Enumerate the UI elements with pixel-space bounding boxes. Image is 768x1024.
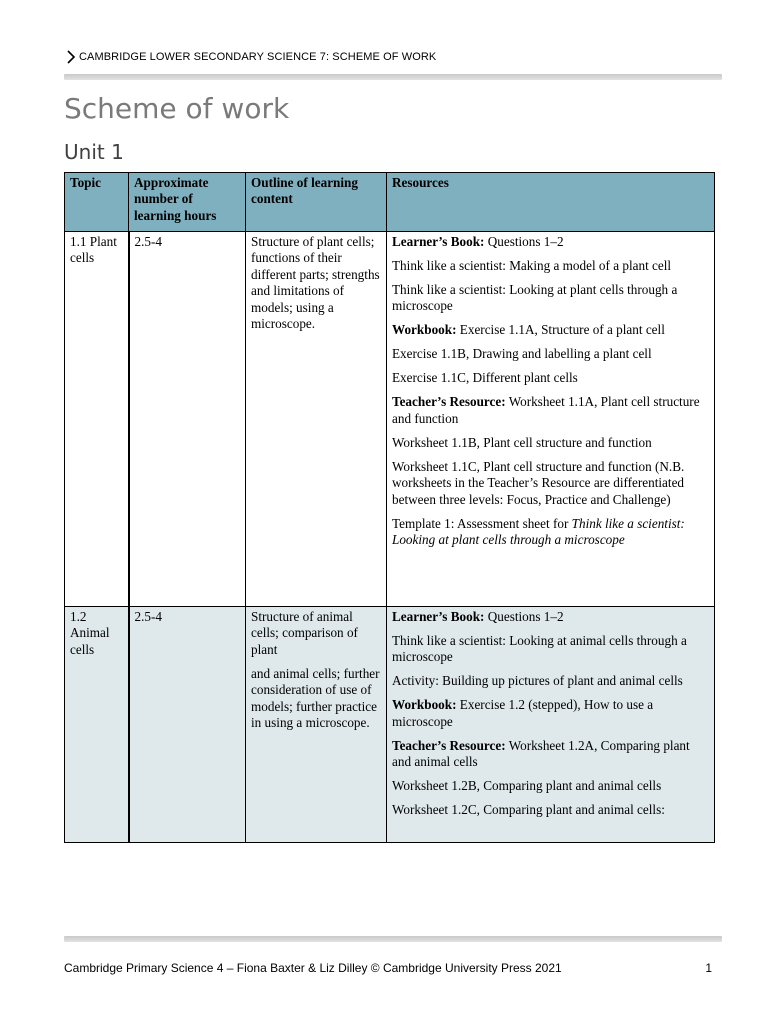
resource-text: Activity: Building up pictures of plant and animal cells: [392, 673, 683, 689]
resource-text: Think like a scientist: Looking at plant cells through a microscope: [392, 282, 678, 314]
header-hours: Approximate number of learning hours: [129, 173, 246, 232]
header-divider: [64, 74, 722, 80]
resource-text: Questions 1–2: [484, 234, 564, 249]
resource-text: Exercise 1.1A, Structure of a plant cell: [456, 322, 665, 338]
resource-source: Workbook:: [392, 697, 457, 713]
resource-source: Workbook:: [392, 322, 457, 338]
topic-cell: 1.2 Animal cells: [65, 607, 129, 843]
resource-source: Teacher’s Resource:: [392, 394, 506, 410]
page-title: Scheme of work: [64, 92, 290, 125]
resource-item: [392, 234, 709, 250]
resource-item: [392, 738, 709, 771]
resource-emphasis: Think like a scientist: Looking at plant cells through a microscope: [392, 515, 685, 548]
resource-text: Worksheet 1.2C, Comparing plant and animal cells:: [392, 802, 665, 818]
resource-item: [392, 322, 709, 338]
resource-text: Think like a scientist: Making a model of a plant cell: [392, 258, 672, 273]
page-number: 1: [705, 961, 712, 975]
running-title: CAMBRIDGE LOWER SECONDARY SCIENCE 7: SCHEME OF WORK: [79, 51, 437, 63]
outline-paragraph: Structure of animal cells; comparison of plant: [251, 609, 358, 657]
resource-text: Worksheet 1.2B, Comparing plant and animal cells: [392, 778, 662, 794]
header-topic: Topic: [65, 173, 129, 232]
outline-paragraph: Structure of plant cells; functions of their different parts; strengths and limitations of models; using a microscope.: [251, 234, 380, 332]
resource-text: Worksheet 1.1B, Plant cell structure and function: [392, 434, 652, 450]
resource-item: [392, 673, 709, 689]
topic-cell: 1.1 Plant cells: [65, 232, 129, 607]
resource-text: Think like a scientist: Looking at animal cells through a microscope: [392, 633, 687, 665]
resource-text: Exercise 1.1C, Different plant cells: [392, 370, 578, 386]
resource-item: [392, 609, 709, 625]
table-header-row: [65, 173, 715, 232]
outline-paragraph: and animal cells; further consideration of use of models; further practice in using a microscope.: [251, 665, 380, 731]
outline-cell: [246, 607, 387, 843]
resource-source: Teacher’s Resource:: [392, 737, 506, 753]
outline-cell: [246, 232, 387, 607]
resource-item: [392, 435, 709, 451]
hours-cell: 2.5-4: [129, 232, 246, 607]
resource-text: Questions 1–2: [484, 609, 564, 624]
resource-item: [392, 778, 709, 794]
resources-cell: [387, 232, 715, 607]
unit-heading: Unit 1: [64, 140, 124, 164]
resource-item: [392, 370, 709, 386]
resource-item: [392, 516, 709, 549]
resource-text: Exercise 1.1B, Drawing and labelling a plant cell: [392, 346, 652, 362]
resource-item: [392, 697, 709, 730]
resource-item: [392, 282, 709, 315]
resource-item: [392, 394, 709, 427]
hours-cell: 2.5-4: [129, 607, 246, 843]
footer-text: Cambridge Primary Science 4 – Fiona Baxter & Liz Dilley © Cambridge University Press 2021: [64, 961, 562, 975]
scheme-of-work-table: [64, 172, 715, 843]
resource-item: [392, 459, 709, 508]
running-header: [66, 50, 436, 64]
table-row: [65, 232, 715, 607]
resource-text: Worksheet 1.1C, Plant cell structure and function (N.B. worksheets in the Teacher’s Resource are differentiated between three levels: Focus, Practice and Challenge): [392, 458, 685, 507]
resource-source: Learner’s Book:: [392, 234, 485, 249]
resource-text: Template 1: Assessment sheet for: [392, 515, 572, 531]
footer-divider: [64, 936, 722, 942]
resource-text: Worksheet 1.1A, Plant cell structure and function: [392, 394, 700, 426]
resource-text: Exercise 1.2 (stepped), How to use a microscope: [392, 697, 654, 729]
header-resources: Resources: [387, 173, 715, 232]
resources-cell: [387, 607, 715, 843]
resource-text: Worksheet 1.2A, Comparing plant and animal cells: [392, 737, 690, 770]
resource-item: [392, 258, 709, 274]
resource-item: [392, 802, 709, 818]
resource-item: [392, 346, 709, 362]
header-outline: Outline of learning content: [246, 173, 387, 232]
resource-source: Learner’s Book:: [392, 609, 485, 624]
resource-item: [392, 633, 709, 666]
table-row: [65, 607, 715, 843]
chevron-right-icon: [66, 50, 76, 64]
